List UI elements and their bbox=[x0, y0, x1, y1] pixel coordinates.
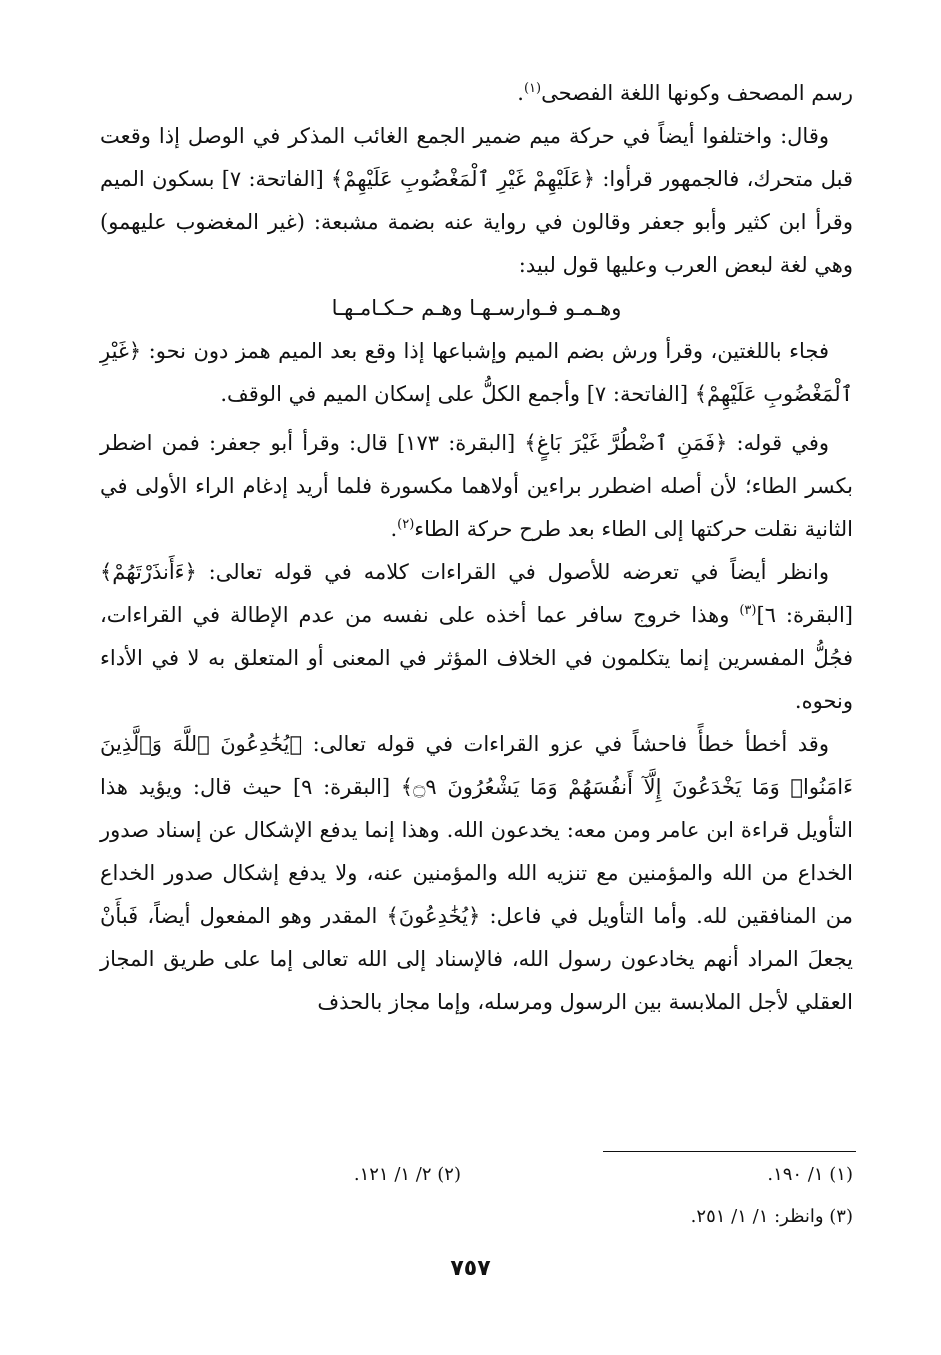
footnote-1: (١) ١/ ١٩٠. bbox=[767, 1164, 853, 1185]
text-run: فجاء باللغتين، وقرأ ورش بضم الميم وإشباعها إذا وقع بعد الميم همز دون نحو: bbox=[141, 339, 829, 363]
paragraph bbox=[100, 72, 853, 115]
quran-quote: ﴿غَيْرِ ٱلْمَغْضُوبِ عَلَيْهِمْ﴾ bbox=[100, 339, 853, 406]
text-run: . bbox=[517, 81, 524, 105]
text-run: [الفاتحة: ٧] وأجمع الكلُّ على إسكان الميم في الوقف. bbox=[220, 382, 695, 406]
footnote-marker: (٢) bbox=[397, 517, 415, 532]
text-run: وانظر أيضاً في تعرضه للأصول في القراءات كلامه في قوله تعالى: bbox=[196, 560, 829, 584]
quran-quote: ﴿يُخَٰدِعُونَ ٱللَّهَ وَٱلَّذِينَ ءَامَنُوا۟ وَمَا يَخْدَعُونَ إِلَّآ أَنفُسَهُمْ وَمَا يَشْعُرُونَ ۝٩﴾ bbox=[100, 732, 853, 799]
quran-quote: ﴿ءَأَنذَرْتَهُمْ﴾ bbox=[100, 560, 197, 584]
text-run: . bbox=[390, 517, 398, 541]
quran-quote: ﴿فَمَنِ ٱضْطُرَّ غَيْرَ بَاغٍ﴾ bbox=[524, 431, 728, 455]
paragraph bbox=[100, 422, 853, 551]
text-run: المقدر وهو المفعول أيضاً، فَبأَنْ يجعلَ المراد أنهم يخادعون رسول الله، فالإسناد إلى الله تعالى إما على طريق المجاز العقلي لأجل الملابسة بين الرسول ومرسله، وإما مجاز بالحذف bbox=[100, 904, 853, 1014]
quran-quote: ﴿عَلَيْهِمْ غَيْرِ ٱلْمَغْضُوبِ عَلَيْهِمْ﴾ bbox=[330, 167, 596, 191]
paragraph bbox=[100, 723, 853, 1024]
paragraph bbox=[100, 115, 853, 287]
footnote-divider bbox=[603, 1151, 856, 1152]
text-run: وقال: واختلفوا أيضاً في حركة ميم ضمير الجمع الغائب المذكر في الوصل إذا وقعت قبل متحرك، فالجمهور قرأوا: bbox=[100, 124, 853, 191]
quran-quote: ﴿يُخَٰدِعُونَ﴾ bbox=[386, 904, 481, 928]
text-run: وهذا خروج سافر عما أخذه على نفسه من عدم الإطالة في القراءات، فجُلُّ المفسرين إنما يتكلمون في الخلاف المؤثر في المعنى أو المتعلق به لا في الأداء ونحوه. bbox=[100, 603, 853, 713]
main-text bbox=[100, 72, 853, 1024]
text-run: [البقرة: ٩] حيث قال: ويؤيد هذا التأويل قراءة ابن عامر ومن معه: يخدعون الله. وهذا إنما يدفع الإشكال عن إسناد صدور الخداع من الله والمؤمنين مع تنزيه الله والمؤمنين عنه، ولا يدفع إشكال صدور الخداع من المنافقين لله. وأما التأويل في فاعل: bbox=[100, 775, 853, 928]
footnote-2: (٢) ٢/ ١/ ١٢١. bbox=[353, 1164, 461, 1185]
footnote-marker: (٣) bbox=[739, 603, 757, 618]
paragraph bbox=[100, 551, 853, 723]
text-run: وفي قوله: bbox=[727, 431, 830, 455]
footnote-marker: (١) bbox=[523, 81, 542, 96]
page-number: ٧٥٧ bbox=[450, 1256, 491, 1281]
footnote-3: (٣) وانظر: ١/ ١/ ٢٥١. bbox=[690, 1206, 853, 1227]
paragraph bbox=[100, 330, 853, 416]
text-run: وهـمـو فـوارسـهـا وهـم حـكـامـهـا bbox=[331, 296, 622, 320]
text-run: [البقرة: ٦] bbox=[756, 603, 853, 627]
text-run: رسم المصحف وكونها اللغة الفصحى bbox=[541, 81, 853, 105]
text-run: [البقرة: ١٧٣] قال: وقرأ أبو جعفر: فمن اضطر بكسر الطاء؛ لأن أصله اضطرر براءين أولاهما مكسورة فلما أريد إدغام الراء الأولى في الثانية نقلت حركتها إلى الطاء بعد طرح حركة الطاء bbox=[100, 431, 853, 541]
text-run: وقد أخطأ خطأً فاحشاً في عزو القراءات في قوله تعالى: bbox=[302, 732, 829, 756]
poetry-verse bbox=[100, 287, 853, 330]
text-run: [الفاتحة: ٧] بسكون الميم وقرأ ابن كثير وأبو جعفر وقالون في رواية عنه بضمة مشبعة: (غير المغضوب عليهمو) وهي لغة لبعض العرب وعليها قول لبيد: bbox=[100, 167, 853, 277]
